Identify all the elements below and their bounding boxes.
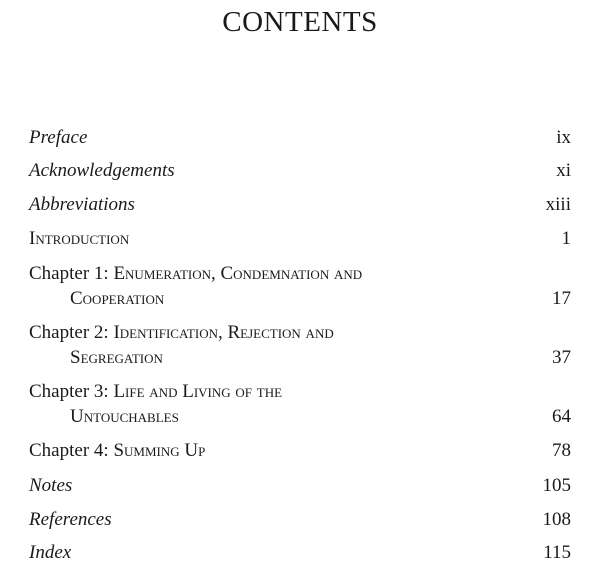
toc-entry-acknowledgements[interactable]: Acknowledgements bbox=[29, 160, 175, 181]
toc-entry-chapter-2[interactable] bbox=[29, 322, 334, 344]
chapter-2-title-line1: Identification, Rejection and bbox=[113, 322, 334, 343]
toc-page-chapter-3: 64 bbox=[552, 406, 571, 427]
toc-entry-chapter-3[interactable] bbox=[29, 381, 282, 403]
toc-page-chapter-4: 78 bbox=[552, 440, 571, 461]
toc-entry-introduction[interactable]: Introduction bbox=[29, 228, 130, 249]
toc-entry-notes[interactable]: Notes bbox=[29, 475, 73, 496]
page-title: CONTENTS bbox=[222, 6, 378, 38]
toc-page-abbreviations: xiii bbox=[545, 194, 571, 215]
chapter-3-title-line1: Life and Living of the bbox=[113, 381, 283, 402]
chapter-2-title-line2: Segregation bbox=[70, 347, 163, 368]
toc-page-introduction: 1 bbox=[561, 228, 571, 249]
toc-page-references: 108 bbox=[542, 509, 571, 530]
toc-entry-chapter-4[interactable] bbox=[29, 440, 205, 462]
chapter-3-title-line2: Untouchables bbox=[70, 406, 179, 427]
toc-page-index: 115 bbox=[543, 542, 571, 563]
chapter-1-title-line1: Enumeration, Condemnation and bbox=[113, 263, 363, 284]
chapter-3-prefix: Chapter 3: bbox=[29, 381, 109, 402]
chapter-1-prefix: Chapter 1: bbox=[29, 263, 109, 284]
chapter-4-title-line1: Summing Up bbox=[113, 440, 206, 461]
toc-page-preface: ix bbox=[556, 127, 571, 148]
chapter-1-title-line2: Cooperation bbox=[70, 288, 165, 309]
toc-entry-chapter-1[interactable] bbox=[29, 263, 362, 285]
toc-page-notes: 105 bbox=[542, 475, 571, 496]
chapter-2-prefix: Chapter 2: bbox=[29, 322, 109, 343]
toc-entry-index[interactable]: Index bbox=[29, 542, 72, 563]
toc-page-chapter-1: 17 bbox=[552, 288, 571, 309]
chapter-4-prefix: Chapter 4: bbox=[29, 440, 109, 461]
toc-page-chapter-2: 37 bbox=[552, 347, 571, 368]
toc-entry-abbreviations[interactable]: Abbreviations bbox=[29, 194, 135, 215]
toc-page-acknowledgements: xi bbox=[556, 160, 571, 181]
toc-entry-preface[interactable]: Preface bbox=[29, 127, 88, 148]
toc-entry-references[interactable]: References bbox=[29, 509, 112, 530]
